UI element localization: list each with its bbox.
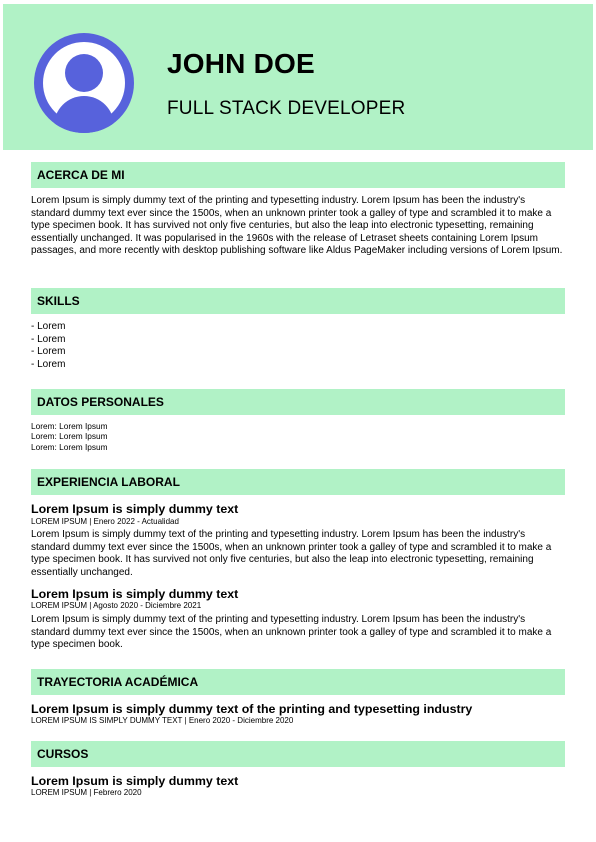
about-text: Lorem Ipsum is simply dummy text of the printing and typesetting industry. Lorem Ipsum has been the industry's standard dummy text ever since the 1500s, when an unknown printer took a galley of type and scrambled it to make a type specimen book. It has survived not only five centuries, but also the leap into electronic typesetting, remaining essentially unchanged. It was popularised in the 1960s with the release of Letraset sheets containing Lorem Ipsum passages, and more recently with desktop publishing software like Aldus PageMaker including versions of Lorem Ipsum. [31, 195, 563, 257]
education-title: Lorem Ipsum is simply dummy text of the printing and typesetting industry [31, 702, 473, 716]
personal-data-list [31, 421, 108, 452]
skill-item: - Lorem [31, 346, 66, 358]
course-title: Lorem Ipsum is simply dummy text [31, 774, 239, 788]
job-meta: LOREM IPSUM | Agosto 2020 - Diciembre 2021 [31, 601, 202, 610]
course-meta: LOREM IPSUM | Febrero 2020 [31, 788, 142, 797]
skill-item: - Lorem [31, 321, 66, 332]
skill-item: - Lorem [31, 358, 66, 370]
section-heading-education: TRAYECTORIA ACADÉMICA [31, 669, 565, 695]
job-title: Lorem Ipsum is simply dummy text [31, 502, 239, 516]
personal-data-item: Lorem: Lorem Ipsum [31, 421, 108, 431]
job-meta: LOREM IPSUM | Enero 2022 - Actualidad [31, 517, 179, 526]
personal-data-item: Lorem: Lorem Ipsum [31, 431, 108, 442]
avatar-user-icon [34, 33, 134, 133]
header-banner [3, 4, 593, 150]
section-heading-courses: CURSOS [31, 741, 565, 767]
personal-data-item: Lorem: Lorem Ipsum [31, 441, 108, 452]
skill-item: - Lorem [31, 333, 66, 345]
job-description: Lorem Ipsum is simply dummy text of the printing and typesetting industry. Lorem Ipsum has been the industry's standard dummy text ever since the 1500s, when an unknown printer took a galley of type and scrambled it to make a type specimen book. [31, 614, 552, 651]
skills-list [31, 321, 65, 371]
candidate-role: FULL STACK DEVELOPER [167, 98, 406, 119]
avatar-head [65, 54, 103, 92]
candidate-name: JOHN DOE [167, 48, 315, 79]
section-heading-about: ACERCA DE MI [31, 162, 565, 188]
section-heading-skills: SKILLS [31, 288, 565, 314]
section-heading-personal: DATOS PERSONALES [31, 389, 565, 415]
job-description: Lorem Ipsum is simply dummy text of the printing and typesetting industry. Lorem Ipsum has been the industry's standard dummy text ever since the 1500s, when an unknown printer took a galley of type and scrambled it to make a type specimen book. It has survived not only five centuries, but also the leap into electronic typesetting, remaining essentially unchanged. [31, 529, 552, 578]
section-heading-experience: EXPERIENCIA LABORAL [31, 469, 565, 495]
education-meta: LOREM IPSUM IS SIMPLY DUMMY TEXT | Enero 2020 - Diciembre 2020 [31, 716, 294, 725]
job-title: Lorem Ipsum is simply dummy text [31, 587, 239, 601]
